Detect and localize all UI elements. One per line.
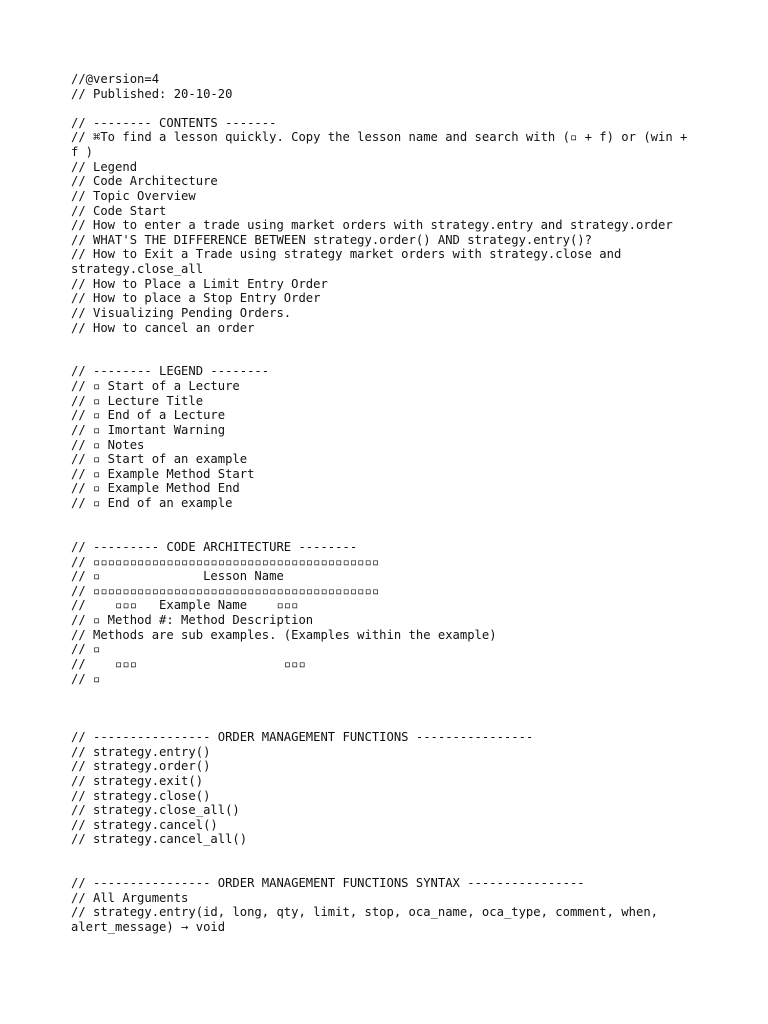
code-line: // ▫ Example Method Start [71, 466, 255, 481]
code-line: // Code Architecture [71, 174, 218, 189]
code-line: // How to place a Stop Entry Order [71, 291, 321, 306]
code-line: // How to Place a Limit Entry Order [71, 276, 328, 291]
code-line: // WHAT'S THE DIFFERENCE BETWEEN strategy.order() AND strategy.entry()? [71, 232, 592, 247]
code-line [71, 701, 699, 716]
code-line: // ▫▫▫ ▫▫▫ [71, 656, 306, 671]
code-line: // ▫▫▫ Example Name ▫▫▫ [71, 598, 299, 613]
code-line [71, 715, 699, 730]
code-line: // strategy.close_all() [71, 803, 240, 818]
code-line: // ▫ Lesson Name [71, 569, 284, 584]
code-line: //@version=4 [71, 72, 160, 86]
code-line [71, 847, 699, 862]
code-line: // --------- CODE ARCHITECTURE -------- [71, 539, 358, 554]
code-line: // Methods are sub examples. (Examples within the example) [71, 627, 497, 642]
code-line: // ▫▫▫▫▫▫▫▫▫▫▫▫▫▫▫▫▫▫▫▫▫▫▫▫▫▫▫▫▫▫▫▫▫▫▫▫▫▫▫ [71, 554, 380, 569]
code-line [71, 862, 699, 877]
code-line: // Legend [71, 159, 138, 174]
code-line: // Visualizing Pending Orders. [71, 305, 292, 320]
code-line: // strategy.cancel() [71, 817, 218, 832]
code-line: // Code Start [71, 203, 167, 218]
code-document [71, 72, 699, 935]
code-line [71, 511, 699, 526]
code-line: // strategy.exit() [71, 773, 204, 788]
code-line: // ▫ Lecture Title [71, 393, 204, 408]
code-line: // ▫▫▫▫▫▫▫▫▫▫▫▫▫▫▫▫▫▫▫▫▫▫▫▫▫▫▫▫▫▫▫▫▫▫▫▫▫▫▫ [71, 583, 380, 598]
code-line [71, 101, 699, 116]
code-line: // How to cancel an order [71, 320, 255, 335]
code-line: // ▫ End of an example [71, 496, 233, 511]
code-line: // strategy.entry() [71, 744, 211, 759]
code-line: // ▫ Notes [71, 437, 145, 452]
code-line: // ▫ Imortant Warning [71, 422, 226, 437]
code-line [71, 686, 699, 701]
code-line: // strategy.entry(id, long, qty, limit, stop, oca_name, oca_type, comment, when, alert_message) → void [71, 905, 666, 935]
code-line [71, 335, 699, 350]
code-line [71, 525, 699, 540]
code-line: // ⌘To find a lesson quickly. Copy the lesson name and search with (▫ + f) or (win + f ) [71, 130, 695, 160]
code-line: // ▫ [71, 642, 101, 657]
code-line: // strategy.close() [71, 788, 211, 803]
code-line: // strategy.cancel_all() [71, 832, 248, 847]
code-line: // ▫ Start of a Lecture [71, 379, 240, 394]
code-line: // ▫ End of a Lecture [71, 408, 226, 423]
code-line: // ▫ Method #: Method Description [71, 613, 314, 628]
code-line: // ---------------- ORDER MANAGEMENT FUNCTIONS ---------------- [71, 730, 534, 744]
code-line: // How to Exit a Trade using strategy market orders with strategy.close and strategy.close_all [71, 247, 629, 277]
code-line: // Topic Overview [71, 188, 196, 203]
code-line: // ---------------- ORDER MANAGEMENT FUNCTIONS SYNTAX ---------------- [71, 876, 585, 891]
code-line [71, 350, 699, 365]
code-line: // -------- LEGEND -------- [71, 364, 270, 379]
code-line: // Published: 20-10-20 [71, 86, 233, 101]
code-line: // All Arguments [71, 890, 189, 905]
code-line: // ▫ Start of an example [71, 452, 248, 467]
code-line: // How to enter a trade using market orders with strategy.entry and strategy.order [71, 218, 673, 233]
code-line: // ▫ Example Method End [71, 481, 240, 496]
code-line: // ▫ [71, 671, 101, 686]
code-line: // -------- CONTENTS ------- [71, 115, 277, 130]
code-line: // strategy.order() [71, 759, 211, 774]
